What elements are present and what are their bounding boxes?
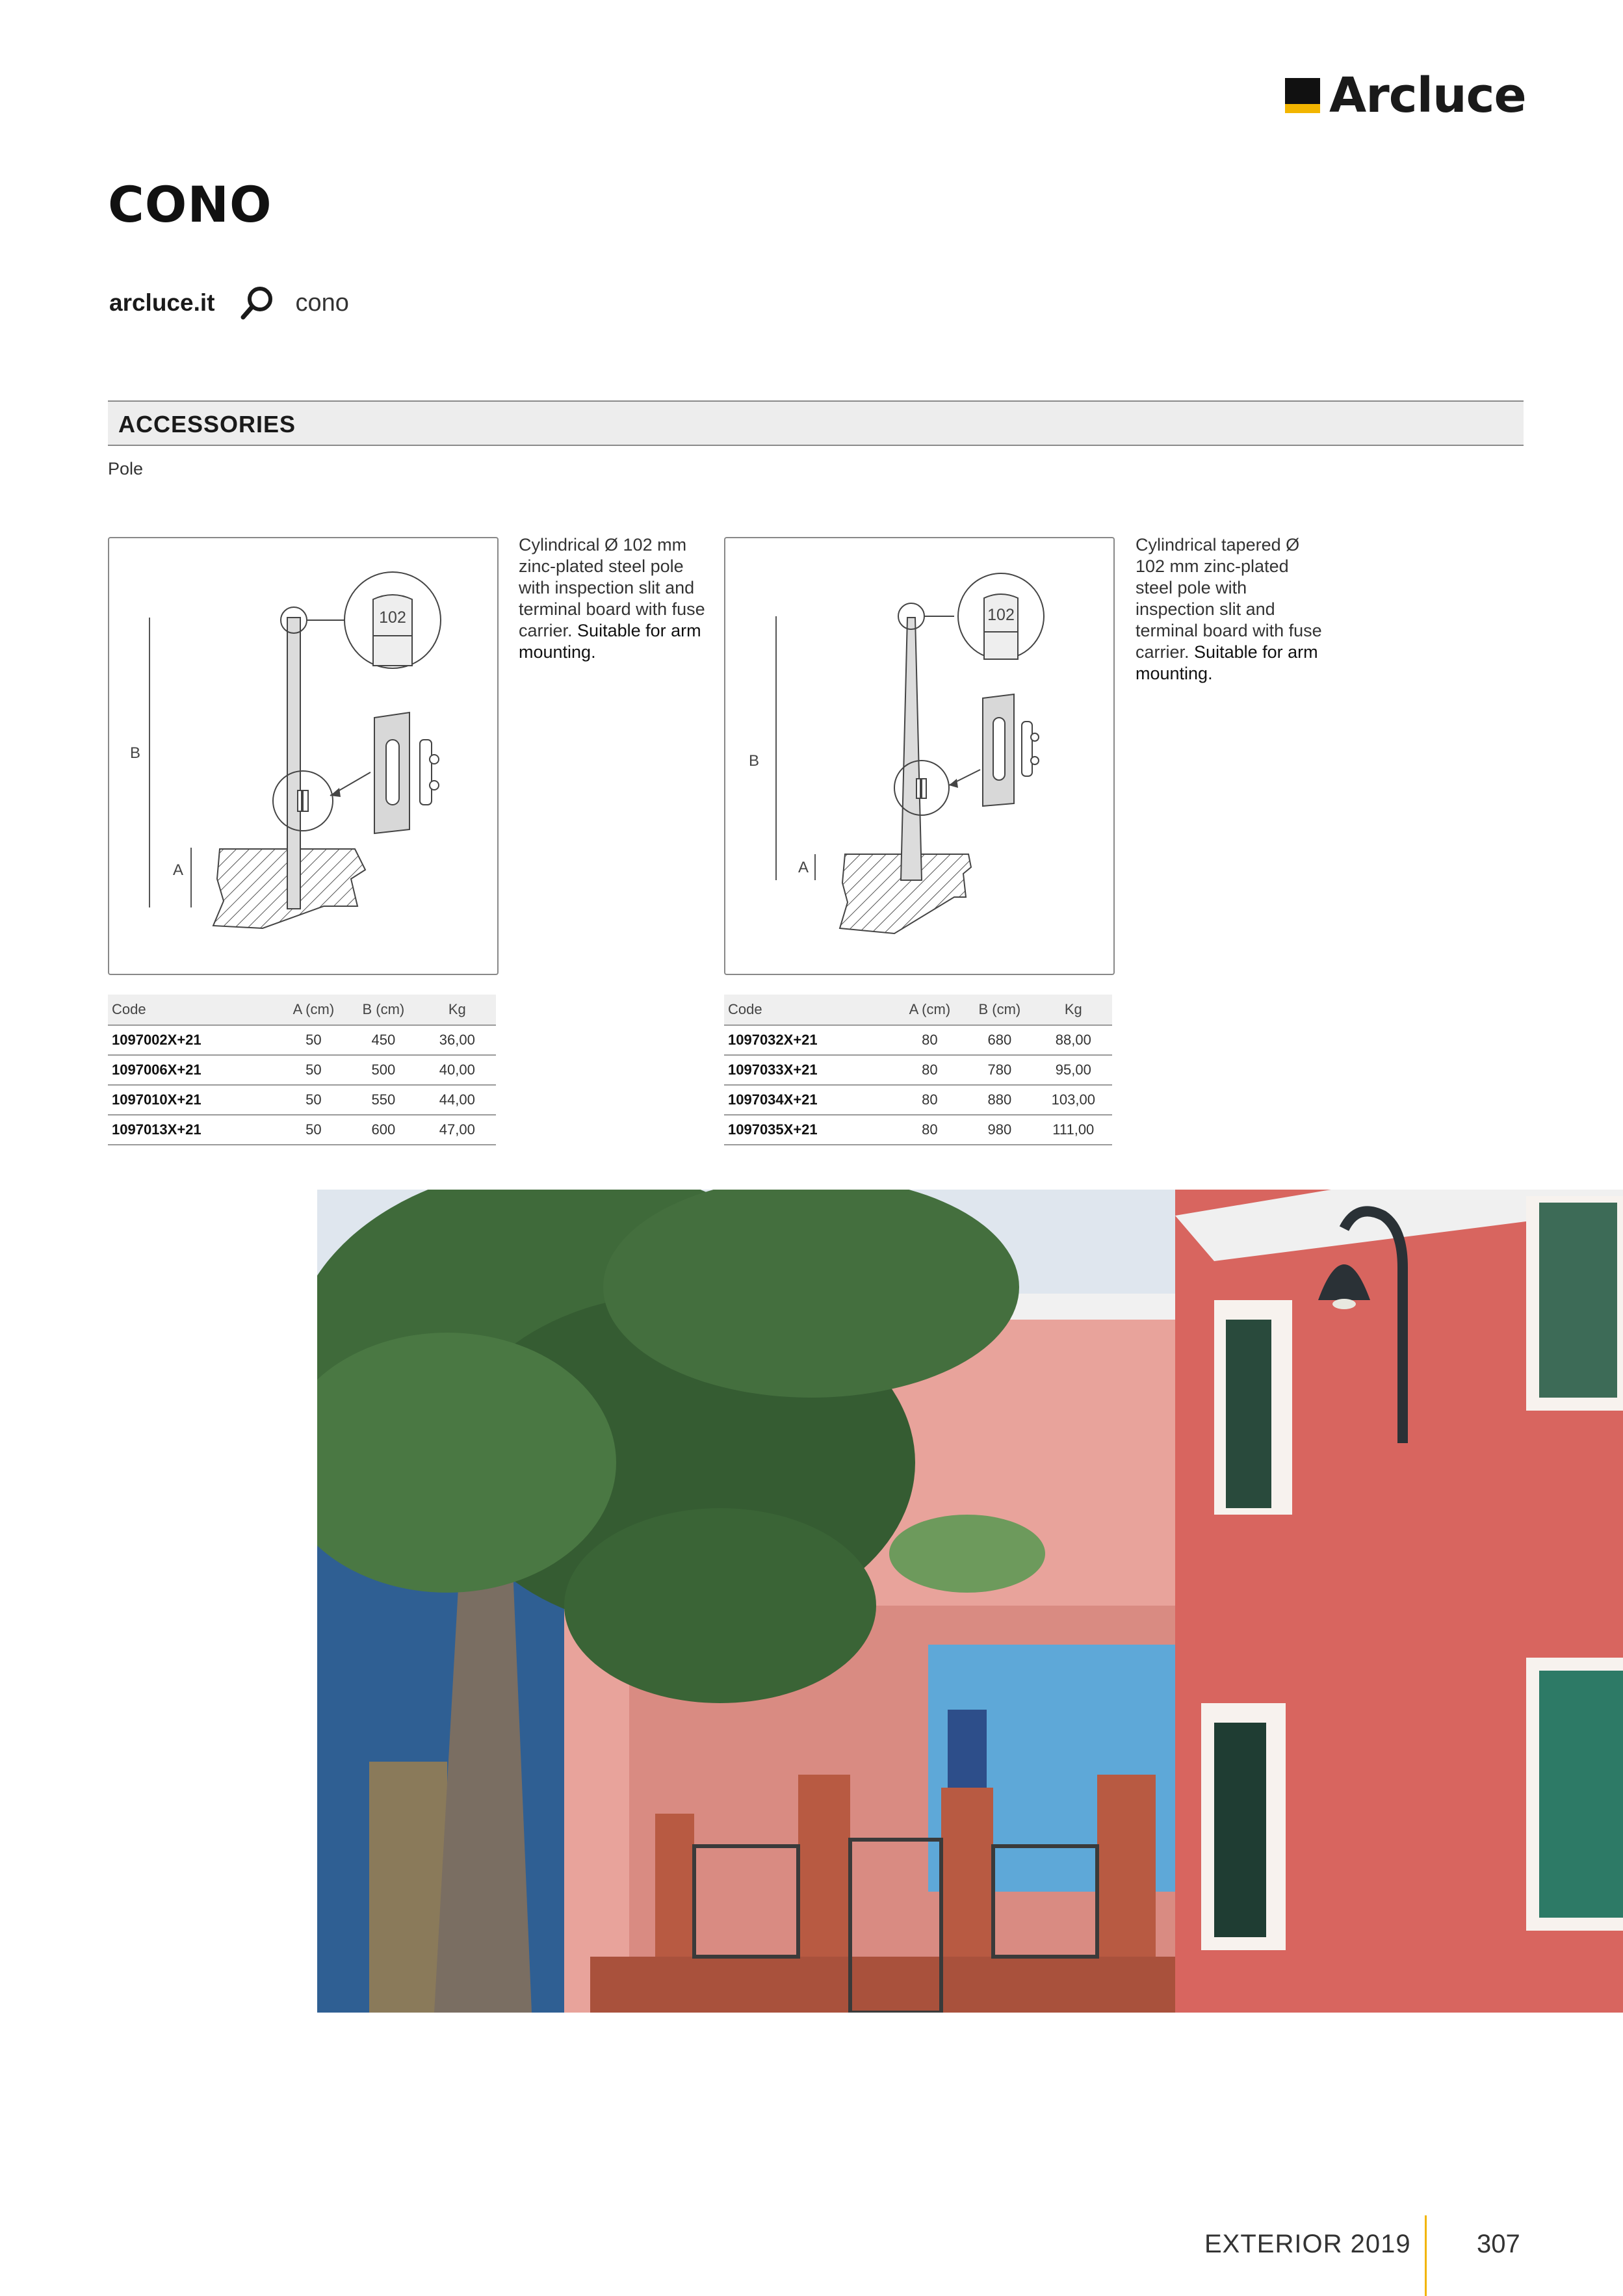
dim-b-label: B (130, 744, 141, 762)
cell-a: 80 (895, 1055, 965, 1085)
cell-a: 80 (895, 1025, 965, 1055)
footer-divider (1425, 2215, 1427, 2296)
cell-kg: 103,00 (1035, 1085, 1112, 1115)
cell-kg: 47,00 (419, 1115, 496, 1145)
cell-code: 1097010X+21 (108, 1085, 279, 1115)
detail-label: 102 (379, 608, 406, 627)
cell-kg: 36,00 (419, 1025, 496, 1055)
cell-b: 450 (348, 1025, 418, 1055)
spec-table (724, 995, 1112, 1145)
section-subtitle: Pole (108, 459, 144, 478)
brand-logo (1285, 68, 1526, 124)
table-row (108, 1115, 496, 1145)
cell-code: 1097033X+21 (724, 1055, 895, 1085)
cell-b: 880 (965, 1085, 1034, 1115)
table-row (724, 1085, 1112, 1115)
dim-a-label: A (798, 859, 809, 876)
logo-mark-icon (1285, 78, 1320, 113)
cell-code: 1097034X+21 (724, 1085, 895, 1115)
detail-label: 102 (987, 606, 1015, 624)
cell-b: 780 (965, 1055, 1034, 1085)
dim-a-label: A (173, 861, 184, 879)
section-title: ACCESSORIES (118, 411, 296, 437)
col-kg: Kg (1035, 995, 1112, 1025)
product-description (519, 534, 714, 663)
section-header (108, 400, 1524, 446)
cell-code: 1097002X+21 (108, 1025, 279, 1055)
cell-a: 50 (279, 1115, 348, 1145)
cell-b: 500 (348, 1055, 418, 1085)
site-search-row (109, 285, 349, 321)
cell-kg: 95,00 (1035, 1055, 1112, 1085)
col-code: Code (724, 995, 895, 1025)
cell-a: 80 (895, 1115, 965, 1145)
col-a: A (cm) (895, 995, 965, 1025)
cell-code: 1097006X+21 (108, 1055, 279, 1085)
table-row (724, 1025, 1112, 1055)
page-title: CONO (108, 176, 272, 233)
dim-b-label: B (749, 752, 760, 770)
site-url[interactable]: arcluce.it (109, 289, 215, 316)
table-row (108, 1085, 496, 1115)
search-keyword: cono (295, 289, 349, 317)
cell-kg: 88,00 (1035, 1025, 1112, 1055)
table-row (108, 1055, 496, 1085)
product-photo (317, 1190, 1623, 2013)
spec-table (108, 995, 496, 1145)
cell-kg: 111,00 (1035, 1115, 1112, 1145)
table-row (724, 1115, 1112, 1145)
cell-b: 980 (965, 1115, 1034, 1145)
description-highlight: Suitable for arm mounting. (1136, 642, 1318, 683)
table-row (724, 1055, 1112, 1085)
cell-code: 1097035X+21 (724, 1115, 895, 1145)
col-kg: Kg (419, 995, 496, 1025)
brand-name: Arcluce (1329, 68, 1526, 124)
description-text: Cylindrical tapered Ø 102 mm zinc-plated steel pole with inspection slit and terminal board with fuse carrier. (1136, 535, 1322, 662)
cell-a: 50 (279, 1085, 348, 1115)
description-text: Cylindrical Ø 102 mm zinc-plated steel pole with inspection slit and terminal board with fuse carrier. (519, 535, 705, 640)
cell-a: 50 (279, 1025, 348, 1055)
cell-b: 600 (348, 1115, 418, 1145)
pole-drawing (108, 537, 499, 975)
col-code: Code (108, 995, 279, 1025)
col-b: B (cm) (348, 995, 418, 1025)
col-a: A (cm) (279, 995, 348, 1025)
description-highlight: Suitable for arm mounting. (519, 621, 701, 662)
cell-a: 50 (279, 1055, 348, 1085)
cell-kg: 40,00 (419, 1055, 496, 1085)
cell-code: 1097032X+21 (724, 1025, 895, 1055)
cell-code: 1097013X+21 (108, 1115, 279, 1145)
search-icon (239, 285, 276, 321)
table-header-row (108, 995, 496, 1025)
col-b: B (cm) (965, 995, 1034, 1025)
pole-drawing (724, 537, 1115, 975)
table-row (108, 1025, 496, 1055)
product-description (1136, 534, 1331, 685)
cell-b: 550 (348, 1085, 418, 1115)
cell-b: 680 (965, 1025, 1034, 1055)
cell-a: 80 (895, 1085, 965, 1115)
catalog-label: EXTERIOR 2019 (1204, 2230, 1411, 2258)
page-number: 307 (1477, 2230, 1520, 2258)
table-header-row (724, 995, 1112, 1025)
cell-kg: 44,00 (419, 1085, 496, 1115)
